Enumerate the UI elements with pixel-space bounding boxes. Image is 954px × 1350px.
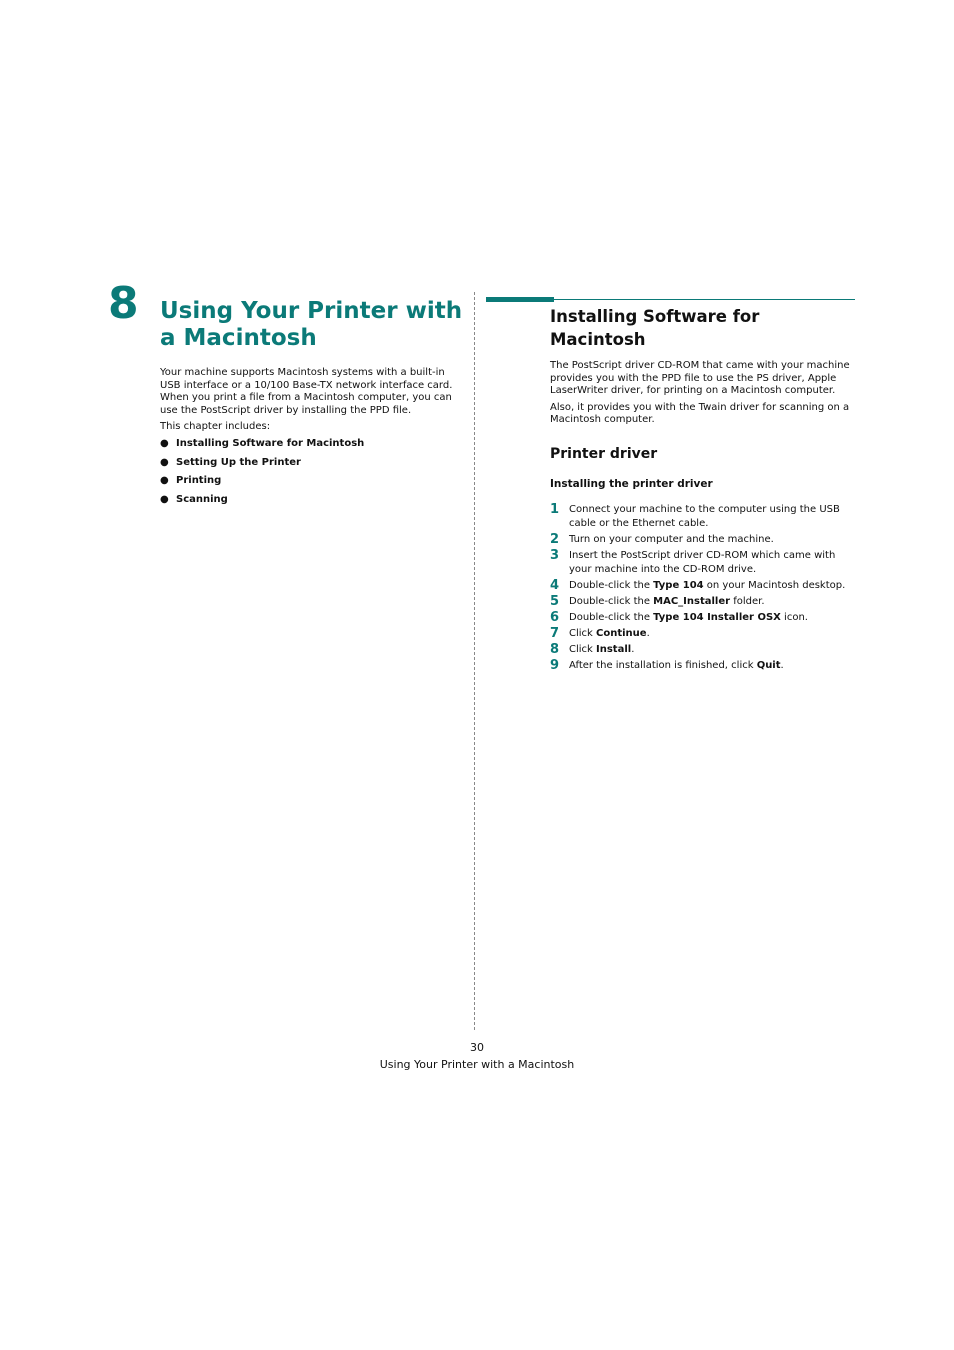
step-number: 8 — [550, 642, 560, 657]
step-number: 4 — [550, 578, 560, 593]
step-item: 9 After the installation is finished, click Quit. — [550, 658, 784, 673]
list-item: ● Printing — [160, 475, 222, 486]
section-title: Installing Software for Macintosh — [550, 307, 760, 349]
step-number: 1 — [550, 502, 560, 517]
intro-paragraph: Your machine supports Macintosh systems with a built-in USB interface or a 10/100 Base-TX network interface card. When you print a file from a Macintosh computer, you can use the PostScript driver by installing the PPD file. — [160, 367, 453, 416]
bullet-icon: ● — [160, 456, 169, 468]
step-number: 5 — [550, 594, 560, 609]
step-item: 5 Double-click the MAC_Installer folder. — [550, 594, 765, 609]
intro-lead: This chapter includes: — [160, 421, 271, 432]
section-paragraph: The PostScript driver CD-ROM that came with your machine provides you with the PPD file to use the PS driver, Apple LaserWriter driver, for printing on a Macintosh computer. — [550, 360, 850, 396]
bullet-icon: ● — [160, 475, 169, 486]
step-list — [550, 503, 855, 675]
step-number: 2 — [550, 532, 560, 547]
step-item: 6 Double-click the Type 104 Installer OSX icon. — [550, 610, 808, 625]
step-number: 3 — [550, 548, 560, 563]
step-item: 7 Click Continue. — [550, 626, 650, 641]
step-item: 8 Click Install. — [550, 642, 635, 657]
section-paragraph: Also, it provides you with the Twain driver for scanning on a Macintosh computer. — [550, 401, 850, 425]
section-rule-accent — [486, 297, 554, 302]
subsection-title: Printer driver — [550, 446, 658, 462]
step-number: 7 — [550, 626, 560, 641]
step-item: 3 Insert the PostScript driver CD-ROM which came with your machine into the CD-ROM drive. — [550, 548, 836, 575]
list-item: ● Scanning — [160, 493, 228, 505]
page-number: 30 — [470, 1041, 484, 1054]
step-item: 1 Connect your machine to the computer using the USB cable or the Ethernet cable. — [550, 502, 840, 529]
list-item: ● Setting Up the Printer — [160, 456, 301, 468]
chapter-topic-list — [160, 438, 465, 512]
chapter-intro — [160, 367, 465, 438]
chapter-number: 8 — [108, 278, 139, 329]
chapter-title: Using Your Printer with a Macintosh — [160, 298, 463, 351]
step-item: 4 Double-click the Type 104 on your Macintosh desktop. — [550, 578, 846, 593]
step-number: 6 — [550, 610, 560, 625]
column-divider — [474, 292, 475, 1030]
procedure-title: Installing the printer driver — [550, 478, 713, 490]
bullet-icon: ● — [160, 438, 169, 449]
step-number: 9 — [550, 658, 560, 673]
section-body — [550, 360, 855, 431]
step-item: 2 Turn on your computer and the machine. — [550, 532, 774, 547]
bullet-icon: ● — [160, 493, 169, 505]
list-item: ● Installing Software for Macintosh — [160, 438, 365, 449]
running-footer: Using Your Printer with a Macintosh — [379, 1058, 575, 1071]
